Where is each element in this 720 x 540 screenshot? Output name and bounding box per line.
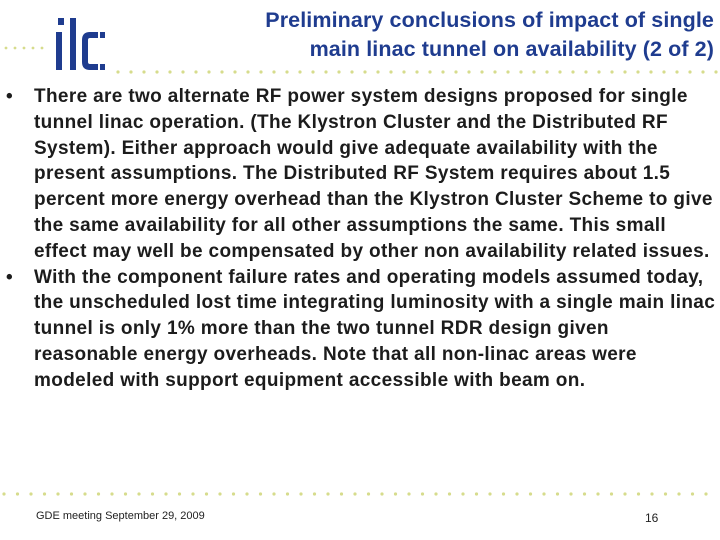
bullet-list bbox=[6, 84, 718, 394]
decor-dot bbox=[363, 70, 366, 73]
decor-dot bbox=[664, 492, 667, 495]
decor-dot bbox=[461, 492, 464, 495]
decor-dot bbox=[434, 492, 437, 495]
decor-dot bbox=[194, 70, 197, 73]
decor-dot bbox=[662, 70, 665, 73]
decor-dot bbox=[97, 492, 100, 495]
decor-dot bbox=[259, 70, 262, 73]
decor-dot bbox=[337, 70, 340, 73]
decor-dot bbox=[124, 492, 127, 495]
decor-dot bbox=[558, 70, 561, 73]
decor-dot bbox=[233, 70, 236, 73]
page-number: 16 bbox=[645, 511, 659, 525]
decor-dot bbox=[232, 492, 235, 495]
decor-dot bbox=[32, 47, 35, 50]
decor-dot bbox=[402, 70, 405, 73]
decor-dot bbox=[56, 492, 59, 495]
decor-dot bbox=[168, 70, 171, 73]
decor-dot bbox=[324, 70, 327, 73]
decor-dot bbox=[311, 70, 314, 73]
decor-dot bbox=[636, 70, 639, 73]
bullet-marker: • bbox=[6, 86, 14, 107]
decor-dot bbox=[207, 70, 210, 73]
decor-dot bbox=[704, 492, 707, 495]
decor-dot bbox=[164, 492, 167, 495]
decor-dot bbox=[637, 492, 640, 495]
decor-dot bbox=[272, 492, 275, 495]
decor-dot bbox=[506, 70, 509, 73]
decor-dot bbox=[142, 70, 145, 73]
title-line-2: main linac tunnel on availability (2 of 2) bbox=[309, 37, 714, 61]
title-line-1: Preliminary conclusions of impact of single bbox=[265, 8, 714, 32]
decor-dot bbox=[415, 70, 418, 73]
decor-dot bbox=[389, 70, 392, 73]
decor-dot bbox=[286, 492, 289, 495]
decor-dot bbox=[298, 70, 301, 73]
decor-dot bbox=[313, 492, 316, 495]
decor-dot bbox=[569, 492, 572, 495]
decor-dot bbox=[502, 492, 505, 495]
decor-dot bbox=[488, 492, 491, 495]
decor-dot bbox=[532, 70, 535, 73]
decor-dot bbox=[545, 70, 548, 73]
decor-dot bbox=[129, 70, 132, 73]
decor-dot bbox=[394, 492, 397, 495]
decor-dot bbox=[41, 47, 44, 50]
decor-dot bbox=[259, 492, 262, 495]
decor-dot bbox=[493, 70, 496, 73]
slide-title bbox=[120, 6, 714, 64]
decor-dot bbox=[714, 70, 717, 73]
decor-dot bbox=[326, 492, 329, 495]
decor-dot bbox=[285, 70, 288, 73]
bottom-dotted-divider bbox=[0, 490, 720, 498]
decor-dot bbox=[428, 70, 431, 73]
decor-dot bbox=[691, 492, 694, 495]
decor-dot bbox=[583, 492, 586, 495]
decor-dot bbox=[353, 492, 356, 495]
decor-dot bbox=[650, 492, 653, 495]
decor-dot bbox=[2, 492, 5, 495]
decor-dot bbox=[519, 70, 522, 73]
decor-dot bbox=[623, 70, 626, 73]
decor-dot bbox=[151, 492, 154, 495]
decor-dot bbox=[137, 492, 140, 495]
decor-dot bbox=[448, 492, 451, 495]
decor-dot bbox=[421, 492, 424, 495]
decor-dot bbox=[70, 492, 73, 495]
decor-dot bbox=[571, 70, 574, 73]
bullet-item-1 bbox=[6, 84, 718, 265]
decor-dot bbox=[16, 492, 19, 495]
decor-dot bbox=[677, 492, 680, 495]
decor-dot bbox=[688, 70, 691, 73]
decor-dot bbox=[181, 70, 184, 73]
bullet-item-2 bbox=[6, 265, 718, 394]
decor-dot bbox=[191, 492, 194, 495]
decor-dot bbox=[340, 492, 343, 495]
decor-dot bbox=[610, 70, 613, 73]
decor-dot bbox=[675, 70, 678, 73]
decor-dot bbox=[515, 492, 518, 495]
decor-dot bbox=[480, 70, 483, 73]
decor-dot bbox=[542, 492, 545, 495]
decor-dot bbox=[83, 492, 86, 495]
decor-dot bbox=[701, 70, 704, 73]
decor-dot bbox=[623, 492, 626, 495]
decor-dot bbox=[116, 70, 119, 73]
decor-dot bbox=[178, 492, 181, 495]
decor-dot bbox=[441, 70, 444, 73]
decor-dot bbox=[475, 492, 478, 495]
decor-dot bbox=[556, 492, 559, 495]
decor-dot bbox=[610, 492, 613, 495]
decor-dot bbox=[220, 70, 223, 73]
decor-dot bbox=[155, 70, 158, 73]
decor-dot bbox=[407, 492, 410, 495]
decor-dot bbox=[380, 492, 383, 495]
decor-dot bbox=[205, 492, 208, 495]
decor-dot bbox=[299, 492, 302, 495]
decor-dot bbox=[367, 492, 370, 495]
bullet-text: With the component failure rates and operating models assumed today, the unscheduled lost time integrating luminosity with a single main linac tunnel is only 1% more than the two tunnel RDR design given reasonable energy overheads. Note that all non-linac areas were modeled with support equipment accessible with beam on. bbox=[34, 266, 716, 391]
decor-dot bbox=[596, 492, 599, 495]
decor-dot bbox=[218, 492, 221, 495]
decor-dot bbox=[29, 492, 32, 495]
decor-dot bbox=[649, 70, 652, 73]
decor-dot bbox=[597, 70, 600, 73]
decor-dot bbox=[5, 47, 8, 50]
decor-dot bbox=[272, 70, 275, 73]
bullet-text: There are two alternate RF power system designs proposed for single tunnel linac operation. (The Klystron Cluster and the Distributed RF System). Either approach would give adequate availability with the present assumptions. The Distributed RF System requires about 1.5 percent more energy overhead than the Klystron Cluster Scheme to give the same availability for all other assumptions the same. This small effect may well be compensated by other non availability related issues. bbox=[34, 86, 713, 262]
decor-dot bbox=[23, 47, 26, 50]
decor-dot bbox=[584, 70, 587, 73]
decor-dot bbox=[350, 70, 353, 73]
decor-dot bbox=[454, 70, 457, 73]
decor-dot bbox=[43, 492, 46, 495]
decor-dot bbox=[376, 70, 379, 73]
decor-dot bbox=[14, 47, 17, 50]
decor-dot bbox=[529, 492, 532, 495]
footer-meeting-text: GDE meeting September 29, 2009 bbox=[36, 510, 205, 522]
bullet-marker: • bbox=[6, 266, 14, 288]
decor-dot bbox=[246, 70, 249, 73]
decor-dot bbox=[467, 70, 470, 73]
decor-dot bbox=[110, 492, 113, 495]
decor-dot bbox=[245, 492, 248, 495]
